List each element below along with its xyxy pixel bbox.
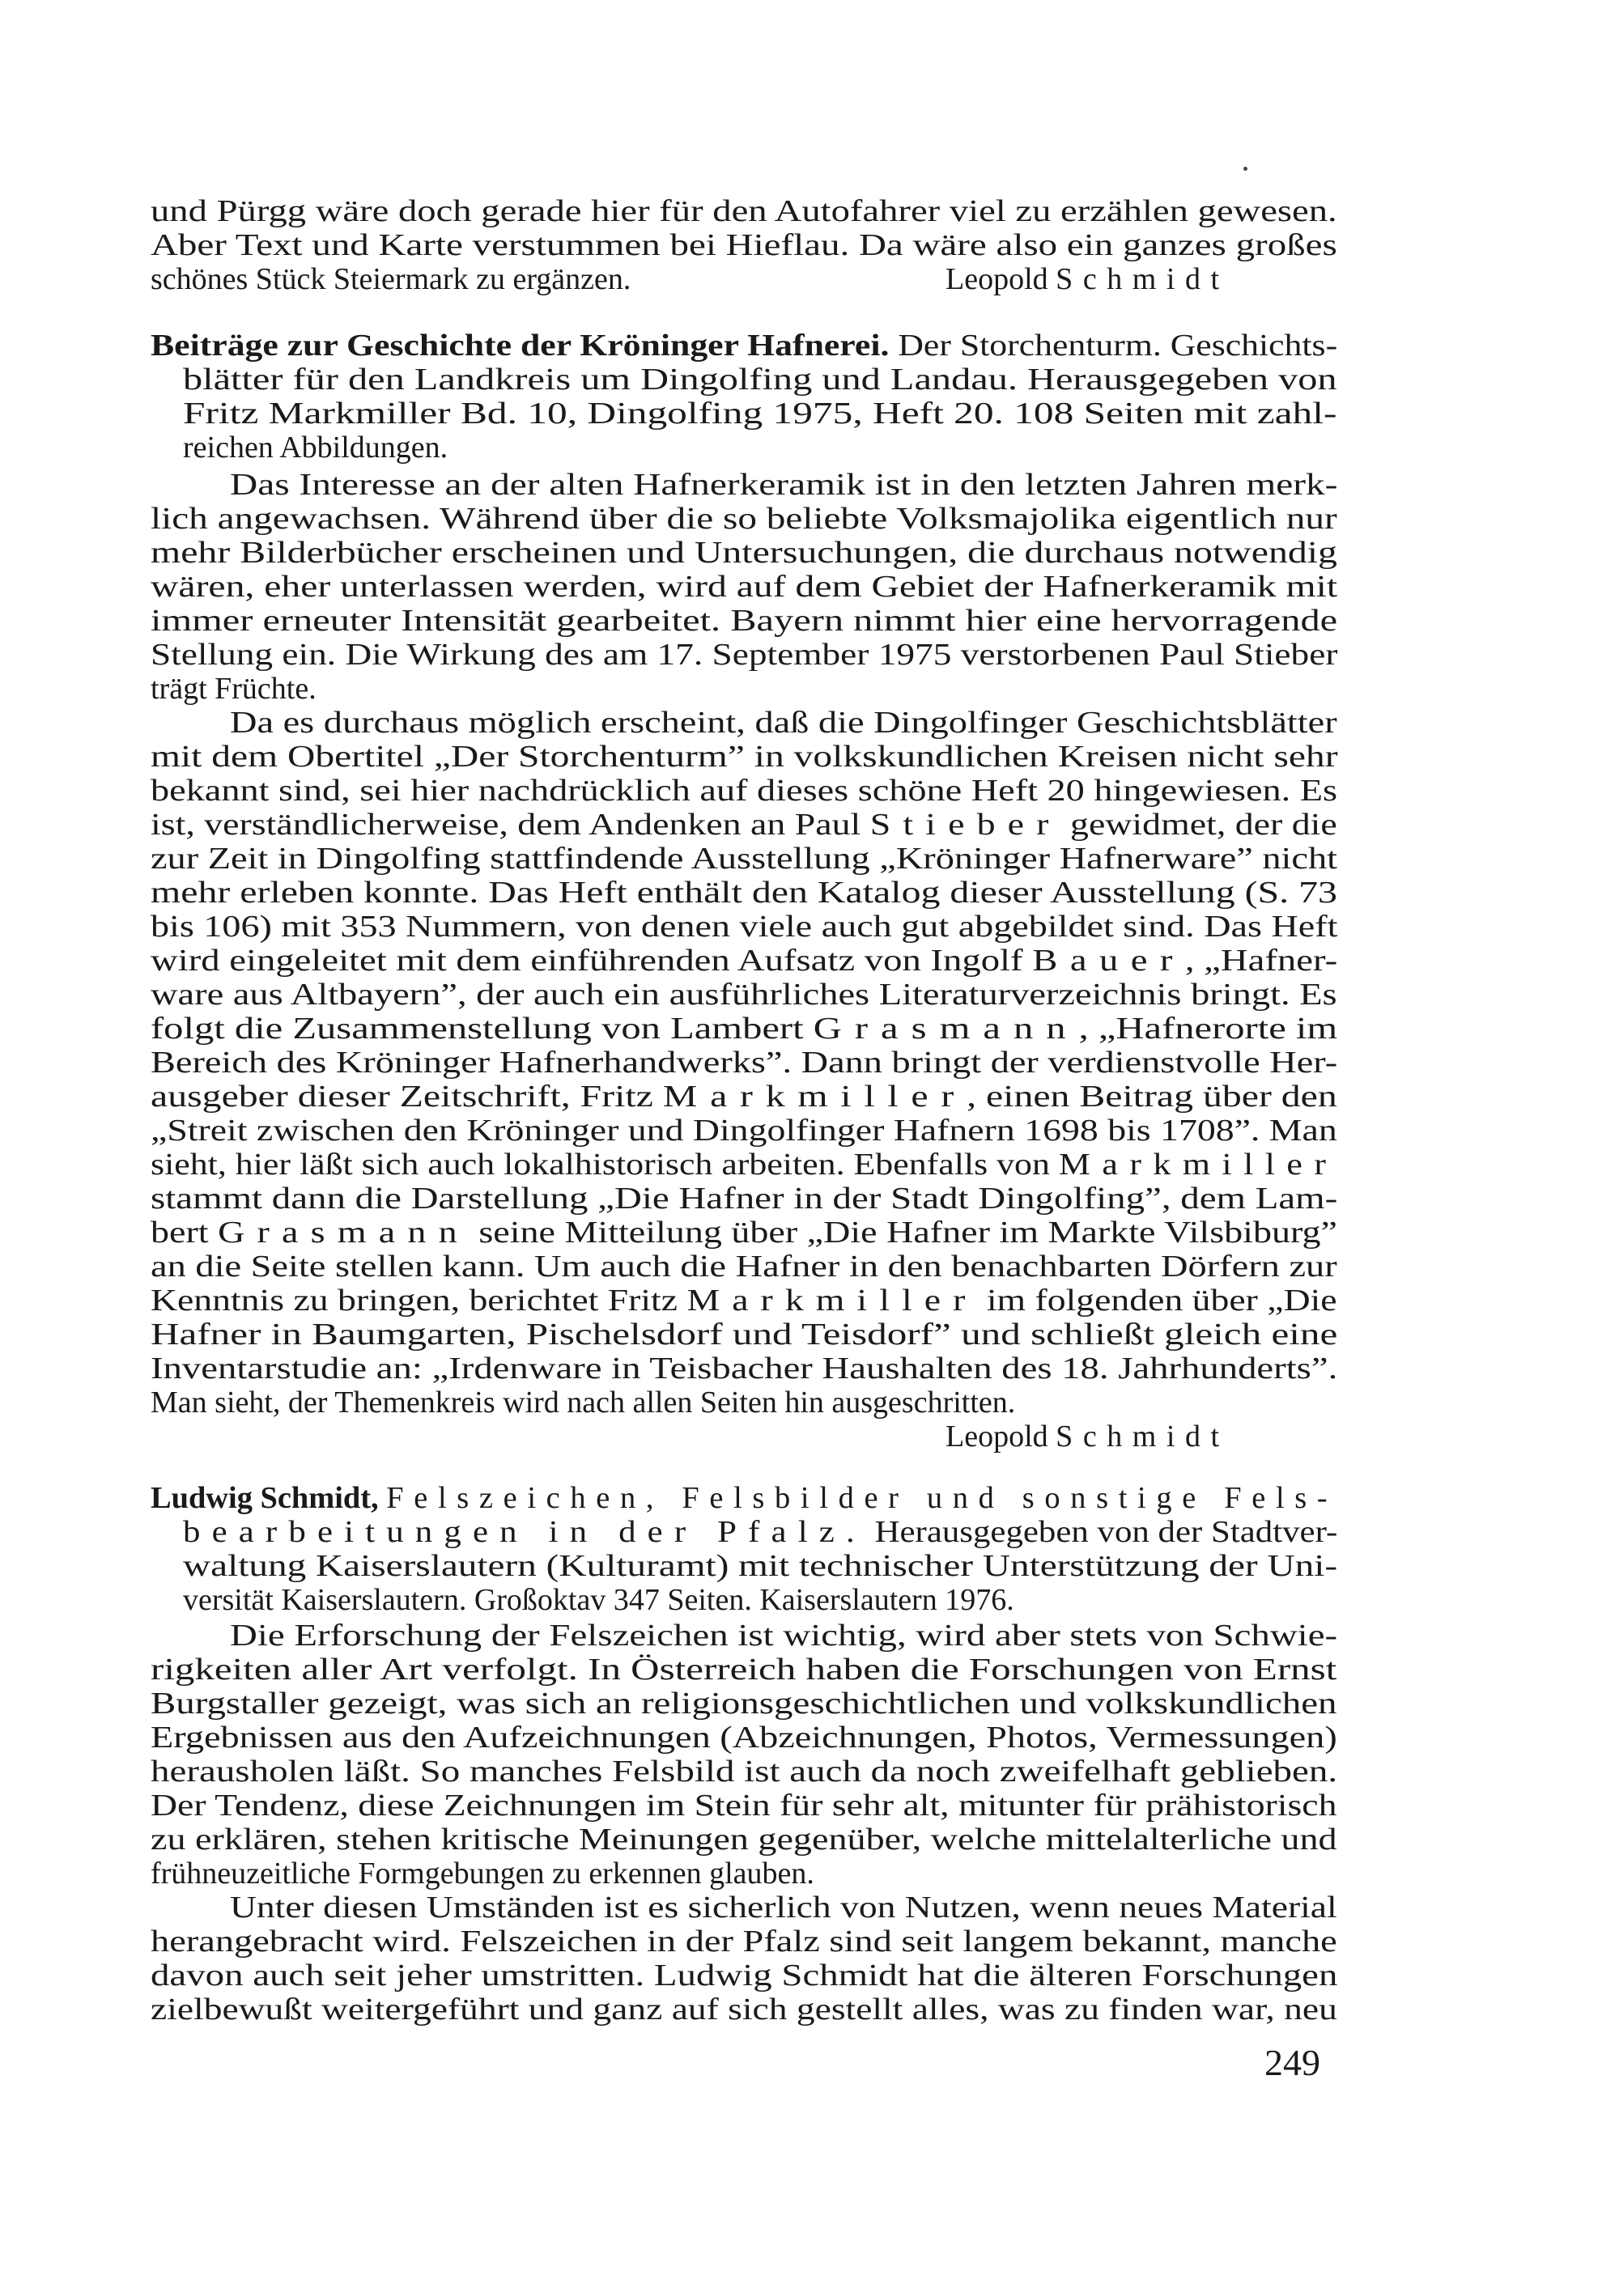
text-line [151,536,1337,570]
text-line [230,706,1337,740]
line-text: Der Storchenturm. Geschichts- [889,329,1338,363]
line-text: Die Erforschung der Felszeichen ist wichtig, wird aber stets von Schwie- [230,1619,1338,1653]
spaced-name: Schmidt [1056,1420,1230,1454]
line-text: , „Hafner- [1184,944,1338,978]
text-line [151,944,1337,978]
line-text: Ergebnissen aus den Aufzeichnungen (Abzeichnungen, Photos, Vermessungen) [151,1721,1337,1755]
line-text: mit dem Obertitel „Der Storchenturm” in volkskundlichen Kreisen nicht sehr [151,740,1338,774]
text-line [151,638,1337,672]
speck-mark [1243,167,1247,171]
line-text: folgt die Zusammenstellung von Lambert [151,1012,814,1046]
line-text: „Streit zwischen den Kröninger und Dingolfinger Hafnern 1698 bis 1708”. Man [151,1114,1337,1148]
text-line [151,1653,1336,1687]
text-line [151,1352,1337,1386]
line-text: zielbewußt weitergeführt und ganz auf sich gestellt alles, was zu finden war, neu [151,1993,1337,2027]
text-line [151,604,1337,638]
line-text: mehr Bilderbücher erscheinen und Untersuchungen, die durchaus notwendig [151,536,1337,570]
text-line [151,1318,1337,1352]
line-text: an die Seite stellen kann. Um auch die Hafner in den benachbarten Dörfern zur [151,1250,1337,1284]
line-text: frühneuzeitliche Formgebungen zu erkennen glauben. [151,1857,814,1891]
text-line [230,1891,1337,1925]
text-line [151,1386,1015,1420]
text-line [183,1515,1337,1549]
line-text: Man sieht, der Themenkreis wird nach allen Seiten hin ausgeschritten. [151,1386,1016,1420]
text-line [151,1959,1337,1993]
line-text: zur Zeit in Dingolfing stattfindende Ausstellung „Kröninger Hafnerware” nicht [151,842,1337,876]
line-text: herausholen läßt. So manches Felsbild ist auch da noch zweifelhaft geblieben. [151,1755,1338,1789]
line-text: davon auch seit jeher umstritten. Ludwig Schmidt hat die älteren Forschungen [151,1959,1338,1993]
line-text: schönes Stück Steiermark zu ergänzen. [151,262,631,296]
text-line [151,978,1337,1012]
line-text: rigkeiten aller Art verfolgt. In Österreich haben die Forschungen von Ernst [151,1653,1337,1687]
text-line [151,1114,1337,1148]
spaced-name: Grasmann [218,1216,470,1250]
text-line [151,1250,1337,1284]
text-line [183,1583,1014,1617]
line-text: Hafner in Baumgarten, Pischelsdorf und Teisdorf” und schließt gleich eine [151,1318,1338,1352]
line-text: Inventarstudie an: „Irdenware in Teisbacher Haushalten des 18. Jahrhunderts”. [151,1352,1338,1386]
line-text: Der Tendenz, diese Zeichnungen im Stein für sehr alt, mitunter für prähistorisch [151,1789,1337,1823]
line-text: stammt dann die Darstellung „Die Hafner in der Stadt Dingolfing”, dem Lam- [151,1182,1338,1216]
text-line [945,1420,1230,1454]
line-text [379,1481,387,1515]
text-line [151,876,1337,910]
line-text: ausgeber dieser Zeitschrift, Fritz [151,1080,663,1114]
line-text: zu erklären, stehen kritische Meinungen gegenüber, welche mittelalterliche und [151,1823,1337,1857]
line-text: Bereich des Kröninger Hafnerhandwerks”. Dann bringt der verdienstvolle Her- [151,1046,1338,1080]
text-line [151,774,1337,808]
text-line [151,910,1337,944]
spaced-name: Markmiller [686,1284,978,1318]
spaced-name: Grasmann [813,1012,1079,1046]
line-text: wird eingeleitet mit dem einführenden Aufsatz von Ingolf [151,944,1033,978]
line-text: mehr erleben konnte. Das Heft enthält den Katalog dieser Ausstellung (S. 73 [151,876,1337,910]
text-line [945,262,1230,296]
line-text: im folgenden über „Die [977,1284,1337,1318]
text-line [151,1182,1337,1216]
text-line [151,194,1337,228]
line-text: gewidmet, der die [1060,808,1337,842]
line-text: lich angewachsen. Während über die so beliebte Volksmajolika eigentlich nur [151,502,1337,536]
line-text: Aber Text und Karte verstummen bei Hieflau. Da wäre also ein ganzes großes [151,228,1337,262]
spaced-name: bearbeitungen in der Pfalz. [183,1515,866,1549]
text-line [151,740,1338,774]
line-text: seine Mitteilung über „Die Hafner im Markte Vilsbiburg” [469,1216,1337,1250]
text-line [151,570,1337,604]
spaced-name: Felszeichen, Felsbilder und sonstige Fels- [386,1481,1338,1515]
text-line [151,842,1337,876]
line-text: ware aus Altbayern”, der auch ein ausführliches Literaturverzeichnis bringt. Es [151,978,1337,1012]
text-line [151,1823,1337,1857]
line-text: bekannt sind, sei hier nachdrücklich auf dieses schöne Heft 20 hingewiesen. Es [151,774,1338,808]
line-text: Kenntnis zu bringen, berichtet Fritz [151,1284,687,1318]
line-text: herangebracht wird. Felszeichen in der Pfalz sind seit langem bekannt, manche [151,1925,1337,1959]
line-text: bert [151,1216,219,1250]
text-line [151,1284,1337,1318]
line-text: , einen Beitrag über den [967,1080,1337,1114]
text-line [151,1993,1337,2027]
line-text: trägt Früchte. [151,672,317,706]
text-line [151,502,1337,536]
text-line [151,1789,1336,1823]
line-text: reichen Abbildungen. [183,431,448,465]
text-line [151,228,1337,262]
line-text: Leopold [945,1420,1056,1454]
text-line [151,1046,1337,1080]
text-line [230,468,1337,502]
text-line [230,1619,1337,1653]
line-text: Unter diesen Umständen ist es sicherlich von Nutzen, wenn neues Material [230,1891,1337,1925]
spaced-name: Schmidt [1056,262,1230,296]
text-line [151,329,1337,363]
text-line [151,672,317,706]
text-line [151,1080,1337,1114]
entry-heading: Ludwig Schmidt, [151,1481,379,1515]
spaced-name: Bauer [1032,944,1185,978]
text-line [151,1012,1337,1046]
text-line [183,431,448,465]
text-line [183,1549,1337,1583]
line-text: waltung Kaiserslautern (Kulturamt) mit technischer Unterstützung der Uni- [183,1549,1338,1583]
line-text: Leopold [945,262,1056,296]
line-text: Stellung ein. Die Wirkung des am 17. September 1975 verstorbenen Paul Stieber [151,638,1338,672]
line-text: Das Interesse an der alten Hafnerkeramik ist in den letzten Jahren merk- [230,468,1338,502]
line-text: sieht, hier läßt sich auch lokalhistorisch arbeiten. Ebenfalls von [151,1148,1059,1182]
line-text: bis 106) mit 353 Nummern, von denen viele auch gut abgebildet sind. Das Heft [151,910,1338,944]
text-line [183,397,1336,431]
text-line [151,808,1337,842]
entry-heading: Beiträge zur Geschichte der Kröninger Hafnerei. [151,329,890,363]
line-text: wären, eher unterlassen werden, wird auf dem Gebiet der Hafnerkeramik mit [151,570,1338,604]
line-text: versität Kaiserslautern. Großoktav 347 Seiten. Kaiserslautern 1976. [183,1583,1014,1617]
line-text: und Pürgg wäre doch gerade hier für den Autofahrer viel zu erzählen gewesen. [151,194,1337,228]
text-line [151,1857,814,1891]
spaced-name: Markmiller [662,1080,967,1114]
line-text: immer erneuter Intensität gearbeitet. Bayern nimmt hier eine hervorragende [151,604,1338,638]
line-text: Burgstaller gezeigt, was sich an religionsgeschichtlichen und volkskundlichen [151,1687,1337,1721]
line-text: blätter für den Landkreis um Dingolfing und Landau. Herausgegeben von [183,363,1337,397]
text-line [151,1148,1337,1182]
text-line [151,1687,1336,1721]
spaced-name: Markmiller [1058,1148,1338,1182]
line-text: ist, verständlicherweise, dem Andenken an Paul [151,808,870,842]
text-line [183,363,1337,397]
line-text: Da es durchaus möglich erscheint, daß die Dingolfinger Geschichtsblätter [230,706,1337,740]
text-line [151,262,631,296]
text-line [151,1755,1337,1789]
text-line [151,1481,1337,1515]
text-line [151,1721,1337,1755]
line-text: Herausgegeben von der Stadtver- [865,1515,1338,1549]
spaced-name: Stieber [869,808,1061,842]
text-line [151,1216,1337,1250]
line-text: , „Hafnerorte im [1078,1012,1338,1046]
page-number: 249 [1264,2042,1320,2083]
text-line [151,1925,1337,1959]
line-text: Fritz Markmiller Bd. 10, Dingolfing 1975, Heft 20. 108 Seiten mit zahl- [183,397,1337,431]
